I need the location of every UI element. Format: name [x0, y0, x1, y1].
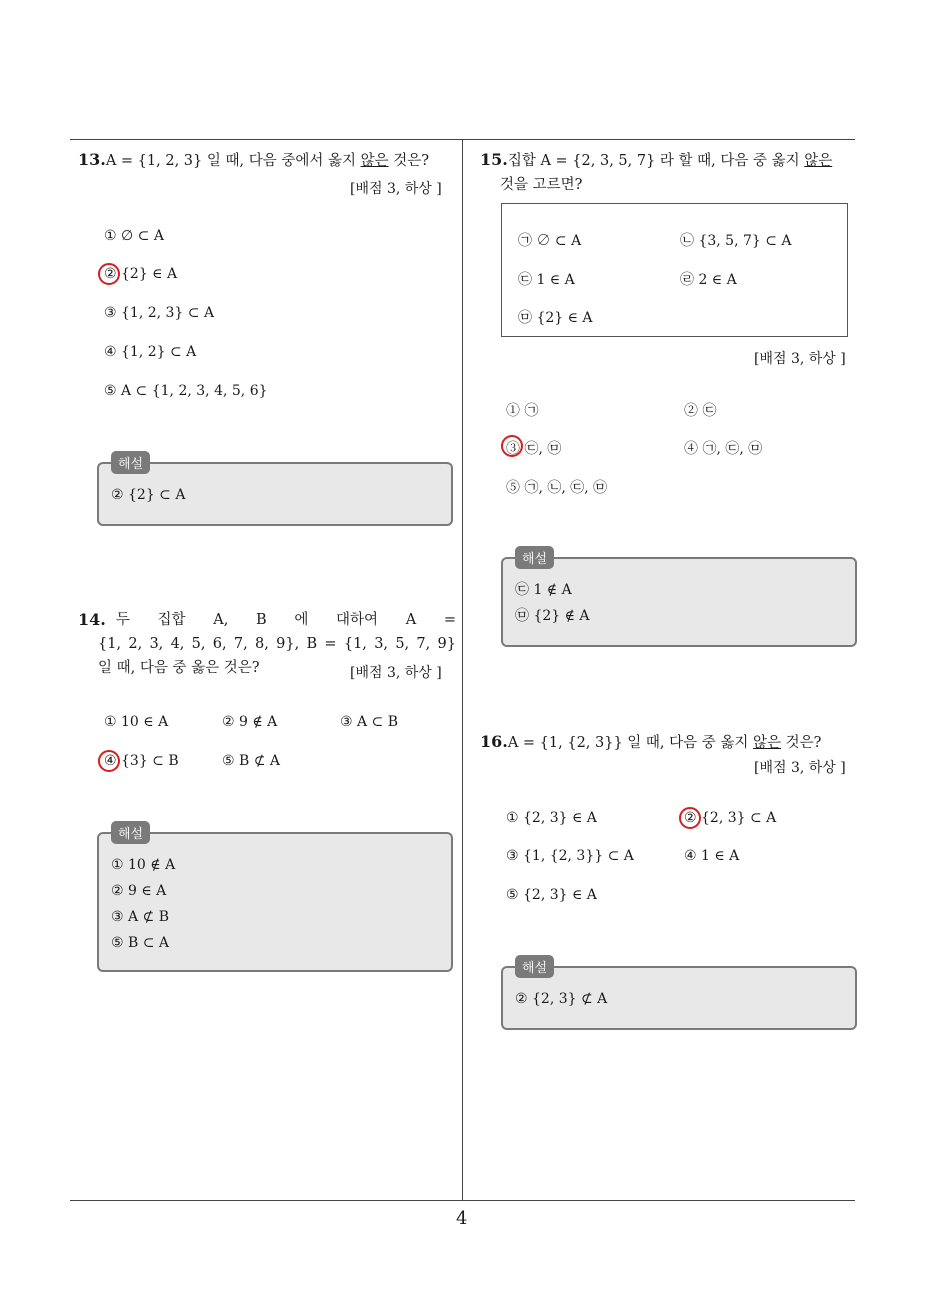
- explanation-line: ㉤ {2} ∉ A: [515, 608, 590, 624]
- question-line-1: [480, 148, 860, 173]
- question-text: 집합 A = {2, 3, 5, 7} 라 할 때, 다음 중 옳지: [507, 153, 805, 169]
- statement-box: [501, 203, 848, 337]
- column-divider: [462, 139, 463, 1201]
- explanation-box: [501, 961, 857, 1030]
- question-line-2: 것을 고르면?: [500, 177, 583, 193]
- score-meta: [배점 3, 하상 ]: [754, 760, 846, 776]
- explanation-tag: 해설: [515, 546, 554, 569]
- question-number: 16.: [480, 732, 508, 751]
- option-3[interactable]: ③ {1, {2, 3}} ⊂ A: [506, 848, 634, 864]
- option-1[interactable]: ① {2, 3} ∈ A: [506, 810, 597, 826]
- question-number: 13.: [78, 150, 106, 169]
- answer-circle-mark: [98, 750, 120, 772]
- question-number: 15.: [480, 150, 508, 169]
- statement-3: ㉢ 1 ∈ A: [518, 272, 575, 288]
- question-line-2: {1, 2, 3, 4, 5, 6, 7, 8, 9}, B = {1, 3, 5, 7, 9}: [98, 636, 456, 652]
- explanation-line: ⑤ B ⊂ A: [111, 935, 170, 951]
- option-2[interactable]: ② {2} ∈ A: [104, 266, 178, 282]
- question-text: A = {1, {2, 3}} 일 때, 다음 중 옳지: [507, 735, 754, 751]
- option-1[interactable]: ① ∅ ⊂ A: [104, 228, 164, 244]
- question-15: [480, 148, 860, 197]
- option-2[interactable]: ② 9 ∉ A: [222, 714, 278, 730]
- question-text-end: 것은?: [781, 735, 822, 751]
- score-meta: [배점 3, 하상 ]: [350, 665, 442, 681]
- option-5[interactable]: ⑤ ㉠, ㉡, ㉢, ㉤: [506, 480, 608, 496]
- statement-4: ㉣ 2 ∈ A: [680, 272, 737, 288]
- statement-5: ㉤ {2} ∈ A: [518, 310, 593, 326]
- option-4[interactable]: ④ ㉠, ㉢, ㉤: [684, 441, 763, 457]
- answer-circle-mark: [98, 263, 120, 285]
- explanation-line: ① 10 ∉ A: [111, 857, 176, 873]
- option-5[interactable]: ⑤ A ⊂ {1, 2, 3, 4, 5, 6}: [104, 383, 268, 399]
- explanation-line: ② 9 ∈ A: [111, 883, 167, 899]
- option-3[interactable]: ③ {1, 2, 3} ⊂ A: [104, 305, 215, 321]
- explanation-tag: 해설: [515, 955, 554, 978]
- option-5[interactable]: ⑤ B ⊄ A: [222, 753, 281, 769]
- option-4[interactable]: ④ 1 ∈ A: [684, 848, 740, 864]
- explanation-tag: 해설: [111, 821, 150, 844]
- option-4[interactable]: ④ {1, 2} ⊂ A: [104, 344, 197, 360]
- question-13: [78, 148, 456, 173]
- option-2[interactable]: ② {2, 3} ⊂ A: [684, 810, 777, 826]
- explanation-line: ② {2} ⊂ A: [111, 487, 186, 503]
- statement-1: ㉠ ∅ ⊂ A: [518, 233, 582, 249]
- option-3[interactable]: ③ ㉢, ㉤: [506, 441, 562, 457]
- underlined-word: 않은: [360, 153, 389, 169]
- option-1[interactable]: ① 10 ∈ A: [104, 714, 169, 730]
- question-text-end: 것은?: [388, 153, 429, 169]
- underlined-word: 않은: [753, 735, 782, 751]
- option-3[interactable]: ③ A ⊂ B: [340, 714, 399, 730]
- option-5[interactable]: ⑤ {2, 3} ∈ A: [506, 887, 597, 903]
- underlined-word: 않은: [804, 153, 833, 169]
- score-meta: [배점 3, 하상 ]: [350, 181, 442, 197]
- question-line-3: 일 때, 다음 중 옳은 것은?: [98, 660, 260, 676]
- question-text: A = {1, 2, 3} 일 때, 다음 중에서 옳지: [105, 153, 361, 169]
- explanation-box: [501, 552, 857, 647]
- explanation-line: ② {2, 3} ⊄ A: [515, 991, 608, 1007]
- question-16: [480, 730, 860, 755]
- option-2[interactable]: ② ㉢: [684, 403, 717, 419]
- explanation-box: [97, 457, 453, 526]
- explanation-tag: 해설: [111, 451, 150, 474]
- answer-circle-mark: [679, 807, 701, 829]
- bottom-rule: [70, 1200, 855, 1201]
- question-number: 14.: [78, 610, 106, 629]
- question-line-1: [78, 608, 456, 632]
- page-number: 4: [456, 1208, 468, 1229]
- score-meta: [배점 3, 하상 ]: [754, 351, 846, 367]
- statement-2: ㉡ {3, 5, 7} ⊂ A: [680, 233, 792, 249]
- explanation-line: ③ A ⊄ B: [111, 909, 170, 925]
- question-text: 두 집합 A, B 에 대하여 A =: [115, 612, 456, 628]
- answer-circle-mark: [501, 435, 523, 457]
- explanation-line: ㉢ 1 ∉ A: [515, 582, 572, 598]
- option-4[interactable]: ④ {3} ⊂ B: [104, 753, 179, 769]
- option-1[interactable]: ① ㉠: [506, 403, 539, 419]
- explanation-box: [97, 827, 453, 972]
